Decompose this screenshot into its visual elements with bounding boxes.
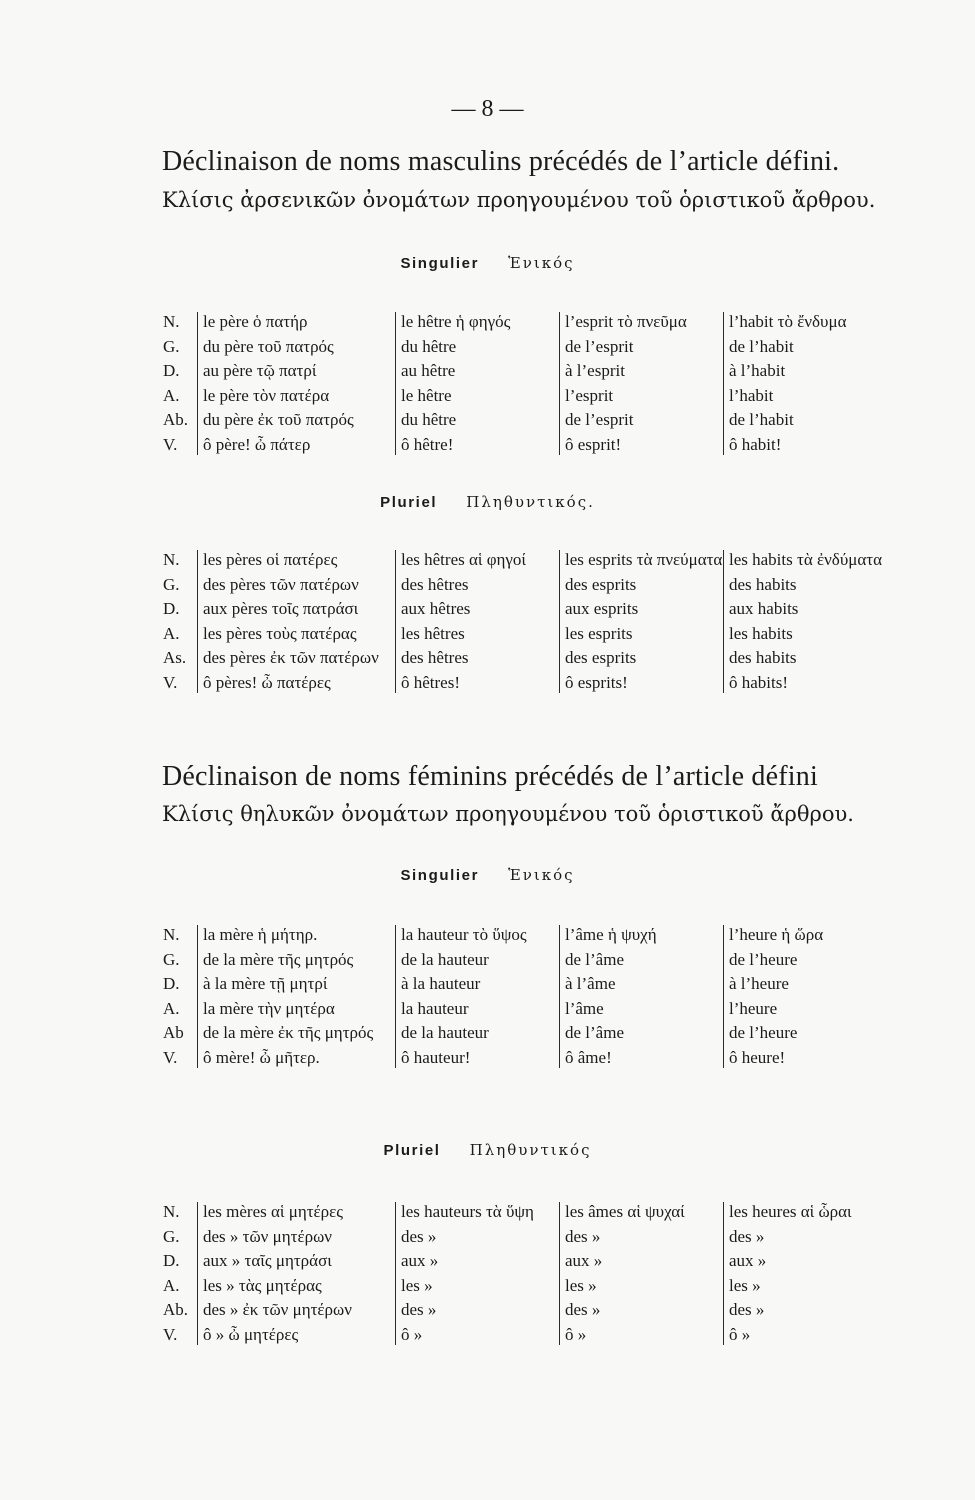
column-rule [395,312,396,455]
form-c4: les heures αἱ ὧραι [729,1202,852,1221]
case-label: Ab. [163,410,189,429]
case-label: G. [163,336,180,356]
feminine-title-fr: Déclinaison de noms féminins précédés de l’article défini [162,761,818,792]
form-c4: de l’heure [729,1023,798,1042]
case-label: D. [163,599,180,618]
form-c2: à la hauteur [401,974,481,993]
heading-gr: Ἑνικός [508,254,575,272]
form-c1: du père τοῦ πατρός [203,336,334,356]
form-c1: les pères οἱ πατέρες [203,550,338,569]
form-c2: la hauteur [401,998,469,1018]
form-c3: à l’âme [565,974,616,993]
column-rule [723,925,724,1068]
form-c3: à l’esprit [565,361,625,380]
form-c2: les hêtres αἱ φηγοί [401,550,526,569]
form-c1: ô père! ὦ πάτερ [203,434,311,454]
form-c1: des pères ἐκ τῶν πατέρων [203,648,379,667]
masculine-title-gr: Κλίσις ἀρσενικῶν ὀνομάτων προηγουμένου τοῦ ὁριστικοῦ ἄρθρου. [162,188,876,212]
case-label: N. [163,550,180,569]
form-c3: des esprits [565,648,637,667]
form-c3: l’âme ἡ ψυχή [565,925,657,944]
form-c2: ô hauteur! [401,1047,471,1067]
form-c3: aux esprits [565,599,639,618]
form-c2: aux » [401,1251,439,1270]
form-c2: ô hêtre! [401,434,454,454]
column-rule [723,550,724,693]
column-rule [559,312,560,455]
form-c1: à la mère τῇ μητρί [203,974,328,993]
form-c1: ô mère! ὦ μῆτερ. [203,1047,320,1067]
form-c3: les » [565,1275,597,1295]
form-c1: aux pères τοῖς πατράσι [203,599,359,618]
form-c2: des » [401,1300,437,1319]
masculine-plural-heading [0,492,975,511]
form-c2: les » [401,1275,433,1295]
heading-fr: Singulier [400,255,480,272]
form-c2: des hêtres [401,574,469,594]
form-c1: de la mère ἐκ τῆς μητρός [203,1023,374,1042]
form-c1: des » τῶν μητέρων [203,1226,332,1246]
form-c2: au hêtre [401,361,456,380]
form-c1: les » τὰς μητέρας [203,1275,322,1295]
form-c2: la hauteur τὸ ὕψος [401,925,527,944]
form-c4: l’habit [729,385,774,405]
heading-gr: Ἑνικός [508,866,575,884]
form-c2: les hauteurs τὰ ὕψη [401,1202,534,1221]
form-c3: des » [565,1300,601,1319]
column-rule [559,925,560,1068]
case-label: G. [163,1226,180,1246]
form-c2: le hêtre ἡ φηγός [401,312,511,331]
form-c3: de l’esprit [565,336,634,356]
case-label: Ab. [163,1300,189,1319]
form-c2: des » [401,1226,437,1246]
form-c4: des habits [729,574,797,594]
form-c4: l’heure [729,998,778,1018]
form-c2: aux hêtres [401,599,471,618]
form-c2: ô » [401,1324,423,1344]
case-label: D. [163,361,180,380]
case-label: G. [163,949,180,969]
form-c2: des hêtres [401,648,469,667]
case-label: A. [163,623,180,643]
case-label: V. [163,1324,178,1344]
form-c4: aux » [729,1251,767,1270]
form-c1: les pères τοὺς πατέρας [203,623,357,643]
form-c4: à l’habit [729,361,786,380]
form-c1: ô » ὦ μητέρες [203,1324,299,1344]
form-c1: aux » ταῖς μητράσι [203,1251,332,1270]
form-c3: aux » [565,1251,603,1270]
form-c3: ô esprit! [565,434,622,454]
form-c1: au père τῷ πατρί [203,361,317,380]
form-c4: les habits τὰ ἐνδύματα [729,550,882,569]
column-rule [395,925,396,1068]
form-c2: du hêtre [401,336,457,356]
form-c3: ô âme! [565,1047,612,1067]
feminine-plural-heading [0,1140,975,1159]
case-label: G. [163,574,180,594]
form-c4: à l’heure [729,974,789,993]
form-c3: de l’esprit [565,410,634,429]
form-c3: l’âme [565,998,604,1018]
form-c4: des » [729,1300,765,1319]
feminine-title-gr: Κλίσις θηλυκῶν ὀνομάτων προηγουμένου τοῦ ὁριστικοῦ ἄρθρου. [162,802,854,826]
column-rule [197,312,198,455]
page-number: — 8 — [451,96,524,122]
form-c1: du père ἐκ τοῦ πατρός [203,410,354,429]
form-c4: les » [729,1275,761,1295]
form-c4: de l’habit [729,336,794,356]
form-c4: l’heure ἡ ὥρα [729,925,824,944]
form-c1: le père ὁ πατήρ [203,312,308,331]
form-c3: les âmes αἱ ψυχαί [565,1202,685,1221]
form-c2: le hêtre [401,385,452,405]
case-label: As. [163,648,187,667]
form-c1: la mère ἡ μήτηρ. [203,925,318,944]
case-label: V. [163,434,178,454]
form-c1: le père τὸν πατέρα [203,385,330,405]
form-c1: des » ἐκ τῶν μητέρων [203,1300,352,1319]
feminine-singular-heading [0,865,975,884]
case-label: Ab [163,1023,184,1042]
form-c4: l’habit τὸ ἔνδυμα [729,312,847,331]
form-c3: ô esprits! [565,672,628,692]
form-c4: ô habits! [729,672,789,692]
heading-fr: Singulier [400,867,480,884]
case-label: D. [163,974,180,993]
heading-gr: Πληθυντικός. [466,493,595,511]
column-rule [723,312,724,455]
case-label: A. [163,998,180,1018]
form-c4: aux habits [729,599,799,618]
form-c1: des pères τῶν πατέρων [203,574,359,594]
case-label: A. [163,1275,180,1295]
masculine-title-fr: Déclinaison de noms masculins précédés de l’article défini. [162,146,840,177]
form-c4: des habits [729,648,797,667]
form-c2: de la hauteur [401,949,489,969]
form-c2: les hêtres [401,623,465,643]
column-rule [395,550,396,693]
form-c4: des » [729,1226,765,1246]
form-c4: de l’heure [729,949,798,969]
form-c1: ô pères! ὦ πατέρες [203,672,331,692]
column-rule [559,1202,560,1345]
form-c4: ô habit! [729,434,782,454]
form-c1: les mères αἱ μητέρες [203,1202,344,1221]
case-label: V. [163,672,178,692]
form-c3: des » [565,1226,601,1246]
case-label: N. [163,312,180,331]
case-label: A. [163,385,180,405]
case-label: V. [163,1047,178,1067]
form-c4: ô » [729,1324,751,1344]
form-c3: l’esprit [565,385,614,405]
case-label: N. [163,925,180,944]
form-c3: de l’âme [565,949,624,969]
form-c1: la mère τὴν μητέρα [203,998,335,1018]
masculine-singular-heading [0,253,975,272]
heading-fr: Pluriel [380,494,438,511]
heading-fr: Pluriel [383,1142,441,1159]
form-c2: de la hauteur [401,1023,489,1042]
column-rule [197,1202,198,1345]
form-c3: les esprits τὰ πνεύματα [565,550,723,569]
form-c3: les esprits [565,623,633,643]
column-rule [723,1202,724,1345]
form-c3: ô » [565,1324,587,1344]
form-c2: du hêtre [401,410,457,429]
column-rule [559,550,560,693]
case-label: N. [163,1202,180,1221]
heading-gr: Πληθυντικός [469,1141,592,1159]
form-c3: l’esprit τὸ πνεῦμα [565,312,687,331]
form-c4: de l’habit [729,410,794,429]
form-c1: de la mère τῆς μητρός [203,949,354,969]
column-rule [197,925,198,1068]
form-c3: de l’âme [565,1023,624,1042]
form-c4: ô heure! [729,1047,786,1067]
form-c3: des esprits [565,574,637,594]
form-c2: ô hêtres! [401,672,461,692]
form-c4: les habits [729,623,793,643]
case-label: D. [163,1251,180,1270]
column-rule [197,550,198,693]
column-rule [395,1202,396,1345]
